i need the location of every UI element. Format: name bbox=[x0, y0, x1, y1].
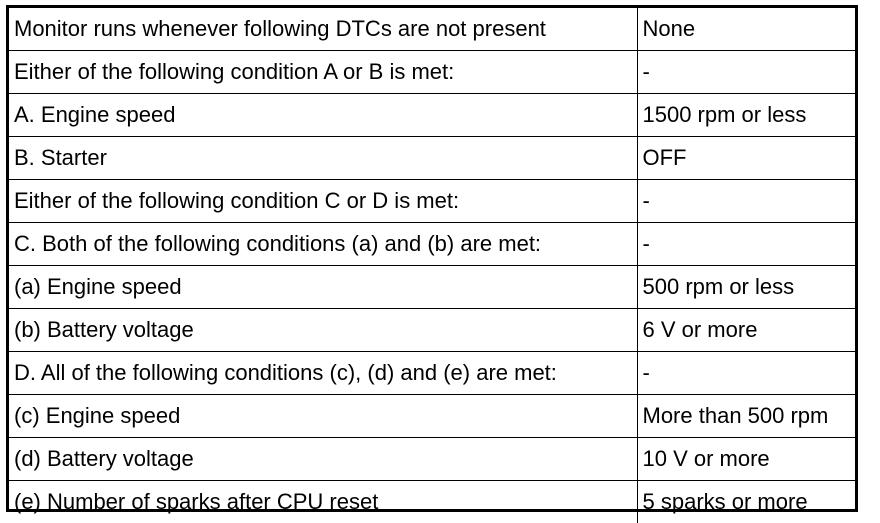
condition-cell: (e) Number of sparks after CPU reset bbox=[9, 481, 637, 523]
value-cell: 1500 rpm or less bbox=[637, 94, 855, 137]
condition-cell: B. Starter bbox=[9, 137, 637, 180]
condition-cell: (d) Battery voltage bbox=[9, 438, 637, 481]
condition-cell: Monitor runs whenever following DTCs are not present bbox=[9, 8, 637, 51]
condition-cell: (b) Battery voltage bbox=[9, 309, 637, 352]
condition-cell: Either of the following condition A or B is met: bbox=[9, 51, 637, 94]
monitor-conditions-table bbox=[9, 8, 855, 523]
value-cell: None bbox=[637, 8, 855, 51]
table-row bbox=[9, 94, 855, 137]
conditions-table-frame bbox=[6, 5, 858, 512]
value-cell: OFF bbox=[637, 137, 855, 180]
value-cell: More than 500 rpm bbox=[637, 395, 855, 438]
condition-cell: A. Engine speed bbox=[9, 94, 637, 137]
condition-cell: (c) Engine speed bbox=[9, 395, 637, 438]
table-row bbox=[9, 481, 855, 523]
table-row bbox=[9, 8, 855, 51]
value-cell: - bbox=[637, 223, 855, 266]
value-cell: - bbox=[637, 51, 855, 94]
value-cell: 6 V or more bbox=[637, 309, 855, 352]
table-row bbox=[9, 51, 855, 94]
value-cell: 5 sparks or more bbox=[637, 481, 855, 523]
table-row bbox=[9, 137, 855, 180]
condition-cell: C. Both of the following conditions (a) and (b) are met: bbox=[9, 223, 637, 266]
table-row bbox=[9, 395, 855, 438]
table-row bbox=[9, 180, 855, 223]
value-cell: - bbox=[637, 352, 855, 395]
table-row bbox=[9, 223, 855, 266]
table-row bbox=[9, 438, 855, 481]
value-cell: 500 rpm or less bbox=[637, 266, 855, 309]
value-cell: 10 V or more bbox=[637, 438, 855, 481]
table-row bbox=[9, 309, 855, 352]
condition-cell: D. All of the following conditions (c), (d) and (e) are met: bbox=[9, 352, 637, 395]
condition-cell: Either of the following condition C or D is met: bbox=[9, 180, 637, 223]
table-row bbox=[9, 266, 855, 309]
condition-cell: (a) Engine speed bbox=[9, 266, 637, 309]
table-row bbox=[9, 352, 855, 395]
value-cell: - bbox=[637, 180, 855, 223]
